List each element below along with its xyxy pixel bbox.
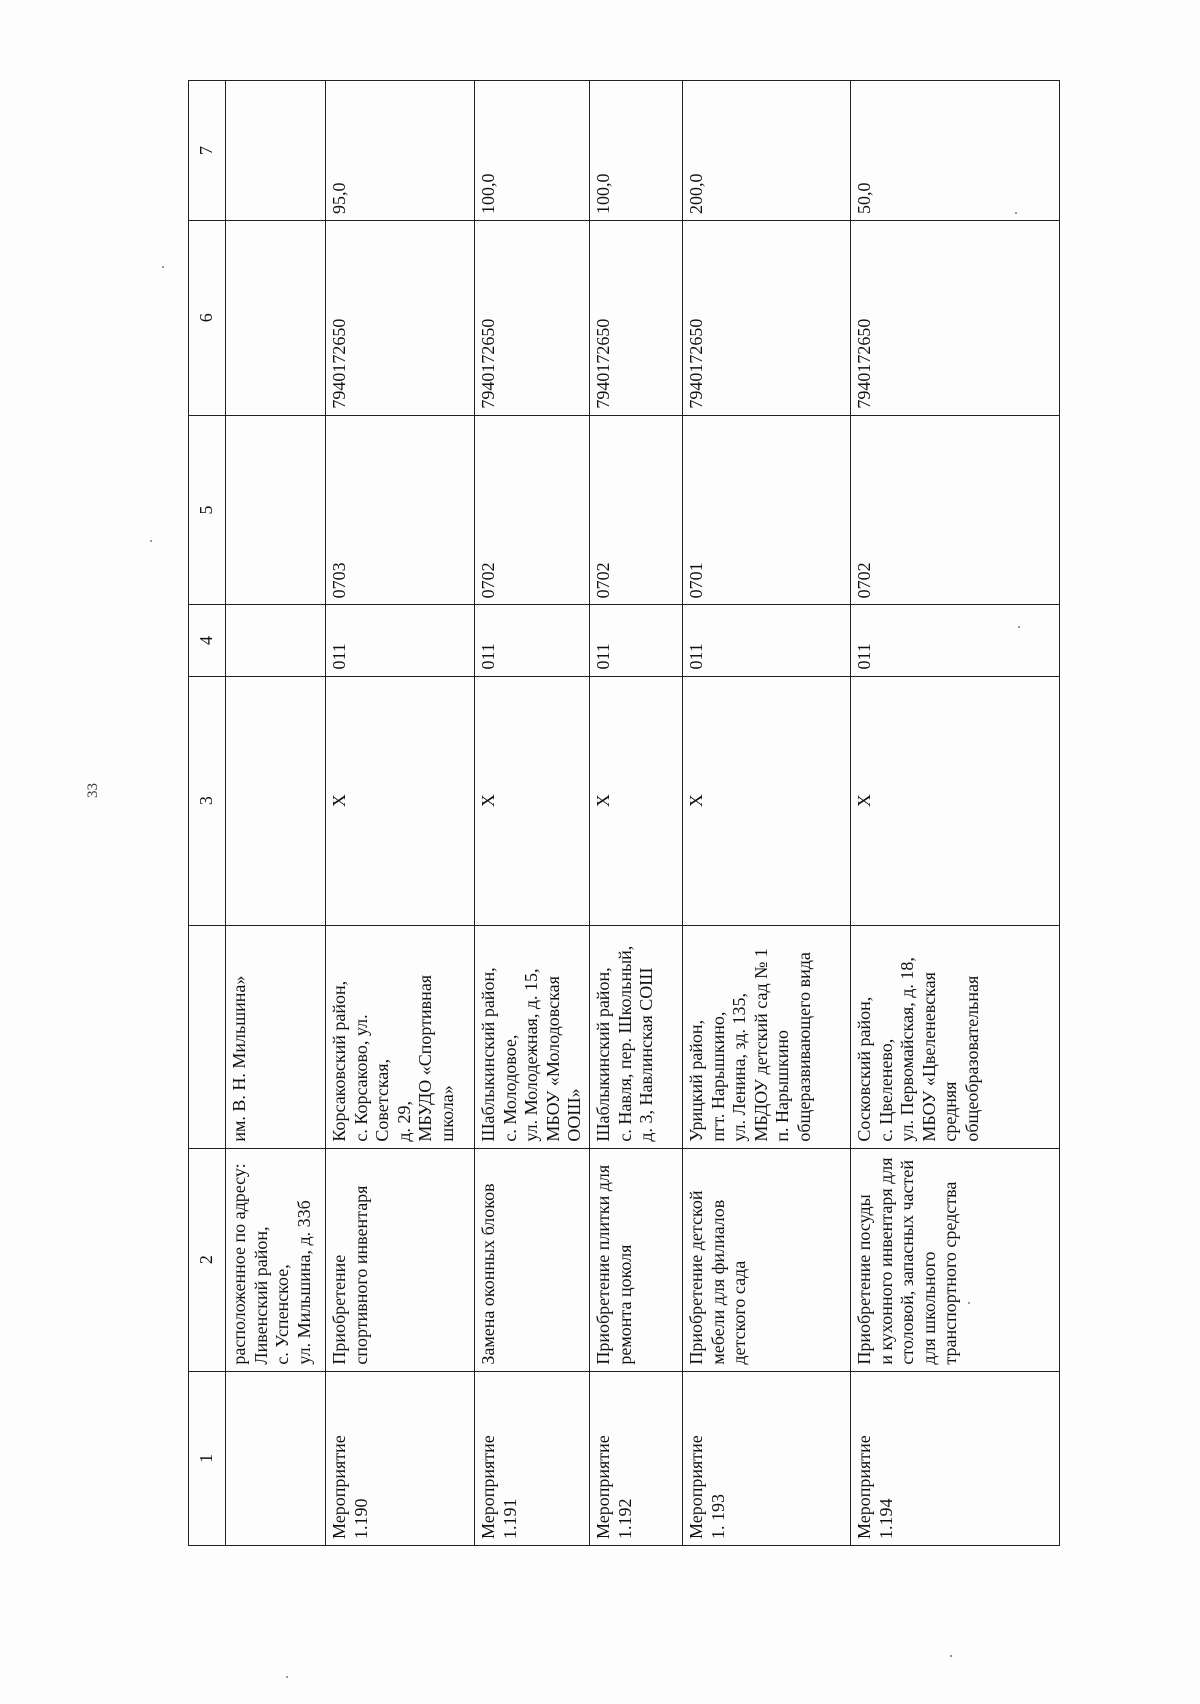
cell-col7: 100,0 [590,81,683,221]
cell-col5 [226,415,326,605]
cell-col6: 7940172650 [683,221,851,416]
cell-col6 [226,221,326,416]
cell-name: Приобретение плитки для ремонта цоколя [590,1148,683,1371]
cell-col5: 0702 [475,415,590,605]
cell-col3: X [851,676,1060,925]
cell-col4: 011 [851,605,1060,676]
cell-col3 [226,676,326,925]
cell-col5: 0701 [683,415,851,605]
cell-id: Мероприятие 1.192 [590,1371,683,1545]
header-col-3: 3 [189,676,226,925]
cell-address: Урицкий район, пгт. Нарышкино, ул. Ленина, зд. 135, МБДОУ детский сад № 1 п. Нарышкино общеразвивающего вида [683,925,851,1148]
cell-col6: 7940172650 [851,221,1060,416]
header-col-5: 5 [189,415,226,605]
table-row [326,81,475,1546]
cell-col3: X [475,676,590,925]
cell-col4: 011 [590,605,683,676]
header-col-1: 1 [189,1371,226,1545]
cell-col4: 011 [326,605,475,676]
continuation-row [226,81,326,1546]
cell-col5: 0702 [851,415,1060,605]
cell-col7: 100,0 [475,81,590,221]
header-col-6: 6 [189,221,226,416]
cell-id: Мероприятие 1.191 [475,1371,590,1545]
cell-name: расположенное по адресу: Ливенский район, с. Успенское, ул. Мильшина, д. 33б [226,1148,326,1371]
cell-name: Приобретение спортивного инвентаря [326,1148,475,1371]
table-row [590,81,683,1546]
table-row [475,81,590,1546]
cell-name: Приобретение детской мебели для филиалов детского сада [683,1148,851,1371]
cell-col3: X [590,676,683,925]
header-col-2: 2 [189,1148,226,1371]
cell-address: Корсаковский район, с. Корсаково, ул. Советская, д. 29, МБУДО «Спортивная школа» [326,925,475,1148]
cell-address: им. В. Н. Мильшина» [226,925,326,1148]
cell-col5: 0703 [326,415,475,605]
cell-col5: 0702 [590,415,683,605]
cell-address: Сосковский район, с. Цвеленево, ул. Первомайская, д. 18, МБОУ «Цвеленевская средняя общеобразовательная [851,925,1060,1148]
cell-col6: 7940172650 [590,221,683,416]
cell-col7 [226,81,326,221]
cell-id: Мероприятие 1.190 [326,1371,475,1545]
cell-name: Замена оконных блоков [475,1148,590,1371]
cell-col7: 200,0 [683,81,851,221]
cell-col3: X [326,676,475,925]
cell-col7: 50,0 [851,81,1060,221]
header-col-2b [189,925,226,1148]
cell-name: Приобретение посуды и кухонного инвентаря для столовой, запасных частей для школьного транспортного средства [851,1148,1060,1371]
cell-col3: X [683,676,851,925]
cell-id: Мероприятие 1.194 [851,1371,1060,1545]
cell-address: Шаблыкинский район, с. Молодовое, ул. Молодежная, д. 15, МБОУ «Молодовская ООШ» [475,925,590,1148]
column-number-header-row [189,81,226,1546]
cell-address: Шаблыкинский район, с. Навля, пер. Школьный, д. 3, Навлинская СОШ [590,925,683,1148]
header-col-7: 7 [189,81,226,221]
page-number: 33 [85,783,101,798]
cell-col6: 7940172650 [326,221,475,416]
cell-col6: 7940172650 [475,221,590,416]
cell-col7: 95,0 [326,81,475,221]
cell-id [226,1371,326,1545]
cell-col4: 011 [683,605,851,676]
cell-col4 [226,605,326,676]
rotated-table-container [188,80,1058,1546]
table-row [851,81,1060,1546]
header-col-4: 4 [189,605,226,676]
cell-col4: 011 [475,605,590,676]
budget-measures-table [188,80,1060,1546]
table-row [683,81,851,1546]
cell-id: Мероприятие 1. 193 [683,1371,851,1545]
